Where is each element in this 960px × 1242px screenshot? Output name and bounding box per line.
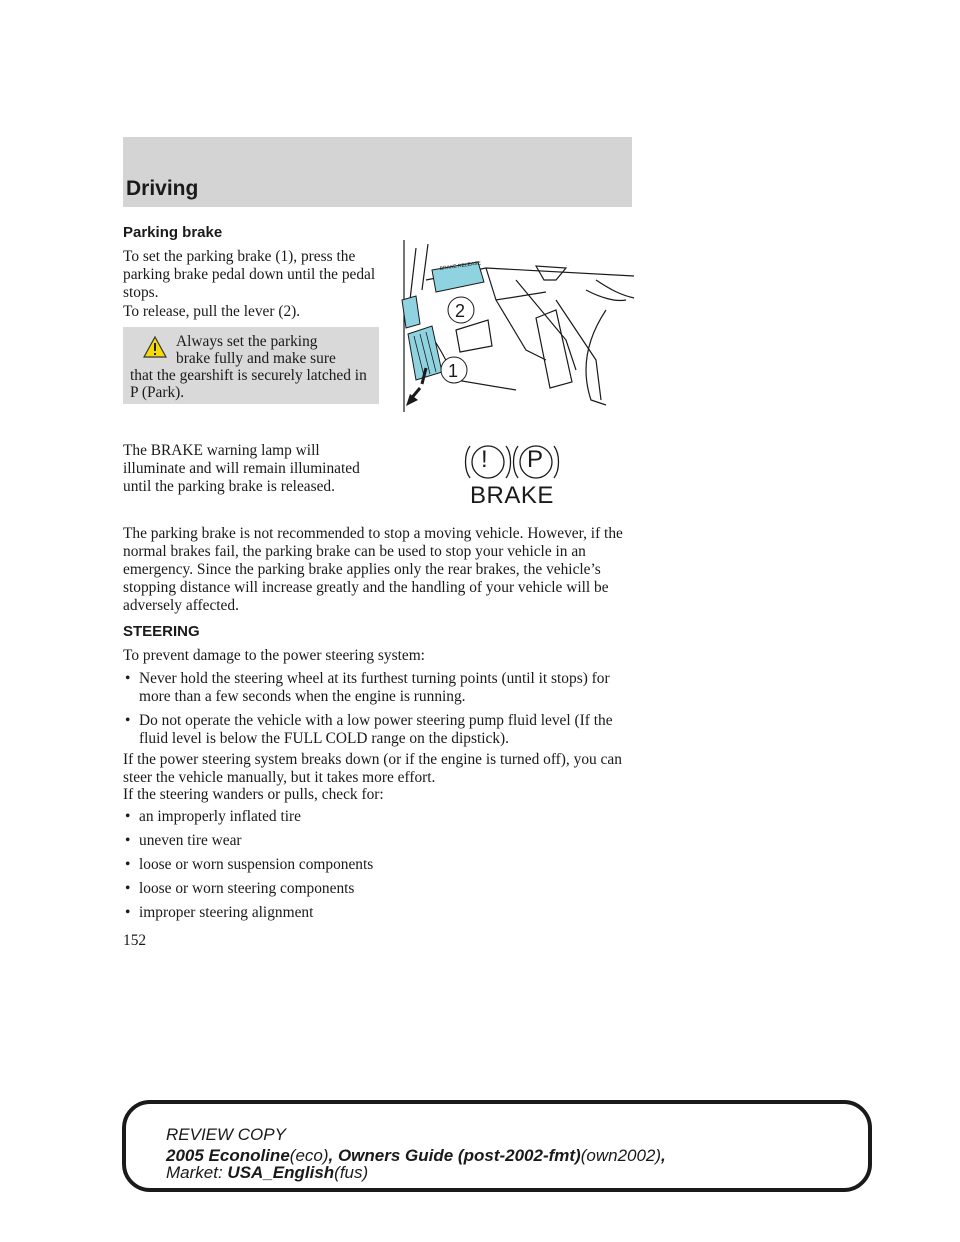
list-item: • loose or worn steering components [125,880,355,897]
steering-check-list [123,808,643,922]
callout-1: 1 [448,361,459,381]
steering-warnings-list [123,670,643,748]
warning-text [130,333,375,401]
review-model-line: 2005 Econoline(eco), Owners Guide (post-2002-fmt)(own2002), [166,1146,666,1165]
brake-lamp-paragraph: The BRAKE warning lamp will illuminate and will remain illuminated until the parking brake is released. [123,442,360,495]
parking-brake-pedal-illustration [396,240,636,412]
brake-warning-lamp [464,442,564,508]
list-item: • uneven tire wear [125,832,242,849]
breakdown-paragraph: If the power steering system breaks down (or if the engine is turned off), you can steer the vehicle manually, but it takes more effort. [123,751,622,786]
review-copy-footer [122,1100,872,1192]
page-number: 152 [123,932,147,949]
list-item: • an improperly inflated tire [125,808,301,825]
list-item: • loose or worn suspension components [125,856,374,873]
warning-rest: that the gearshift is securely latched in P (Park). [130,367,367,401]
lamp-exclamation: ! [481,446,488,473]
lamp-p: P [527,446,544,473]
brake-lamp-symbols-icon [464,442,564,482]
warning-box [123,327,379,404]
callout-2: 2 [455,301,466,321]
steering-intro: To prevent damage to the power steering system: [123,647,425,664]
emergency-paragraph: The parking brake is not recommended to stop a moving vehicle. However, if the normal brakes fail, the parking brake can be used to stop your vehicle in an emergency. Since the parking brake applies only the rear brakes, the vehicle’s stopping distance will increase greatly and the handling of your vehicle will be adversely affected. [123,525,623,614]
parking-release-paragraph: To release, pull the lever (2). [123,303,301,320]
list-item: • Never hold the steering wheel at its furthest turning points (until it stops) for more than a few seconds when the engine is running. [125,670,610,705]
list-item: • improper steering alignment [125,904,314,921]
warning-line-1: Always set the parking [176,333,318,350]
review-label: REVIEW COPY [166,1125,286,1144]
parking-set-paragraph: To set the parking brake (1), press the parking brake pedal down until the pedal stops. [123,248,376,301]
section-title: Driving [126,177,199,200]
warning-line-2: brake fully and make sure [176,350,336,367]
review-market-line: Market: USA_English(fus) [166,1163,369,1182]
section-header [123,137,632,207]
list-item: • Do not operate the vehicle with a low power steering pump fluid level (If the fluid level is below the FULL COLD range on the dipstick). [125,712,613,747]
steering-heading: STEERING [123,623,200,640]
parking-brake-heading: Parking brake [123,224,223,241]
check-paragraph: If the steering wanders or pulls, check for: [123,786,384,803]
brake-release-label: BRAKE RELEASE [439,260,482,272]
lamp-label: BRAKE [470,482,554,509]
review-text [166,1126,666,1181]
